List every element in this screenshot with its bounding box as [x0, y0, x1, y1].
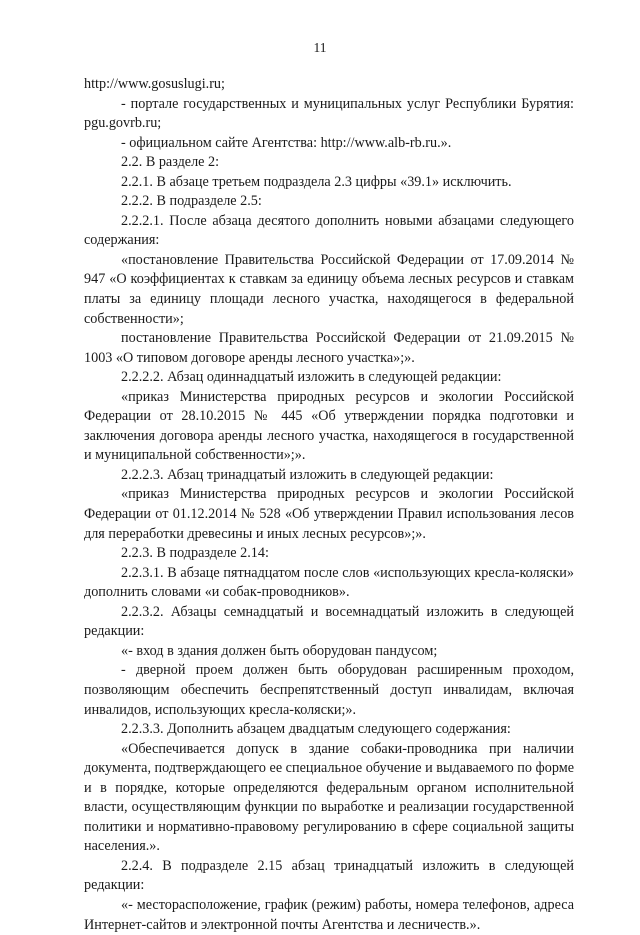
paragraph: 2.2.4. В подразделе 2.15 абзац тринадцатый изложить в следующей редакции:	[84, 857, 574, 894]
paragraph: 2.2.1. В абзаце третьем подраздела 2.3 цифры «39.1» исключить.	[121, 173, 512, 190]
paragraph: «Обеспечивается допуск в здание собаки-проводника при наличии документа, подтверждающего ее специальное обучение и выдаваемого по форме и в порядке, которые определяются федеральным органом исполнительной власти, осуществляющим функции по выработке и реализации государственной политики и нормативно-правовому регулированию в сфере социальной защиты населения.».	[84, 740, 574, 855]
paragraph: - официальном сайте Агентства: http://www.alb-rb.ru.».	[121, 134, 452, 151]
paragraph: - портале государственных и муниципальных услуг Республики Бурятия: pgu.govrb.ru;	[84, 95, 574, 132]
paragraph: 2.2.3.3. Дополнить абзацем двадцатым следующего содержания:	[121, 721, 511, 738]
paragraph: 2.2.2.3. Абзац тринадцатый изложить в следующей редакции:	[121, 466, 494, 483]
paragraph: 2.2.3. В подразделе 2.14:	[121, 545, 269, 562]
paragraph: http://www.gosuslugi.ru;	[84, 76, 225, 92]
paragraph: - дверной проем должен быть оборудован расширенным проходом, позволяющим обеспечить беспрепятственный доступ инвалидам, включая инвалидов, использующих кресла-коляски;».	[84, 662, 574, 718]
paragraph: 2.2.3.1. В абзаце пятнадцатом после слов «использующих кресла-коляски» дополнить словами «и собак-проводников».	[84, 564, 574, 601]
document-body	[84, 75, 574, 935]
paragraph: 2.2. В разделе 2:	[121, 154, 220, 171]
paragraph: «постановление Правительства Российской Федерации от 17.09.2014 № 947 «О коэффициентах к ставкам за единицу объема лесных ресурсов и ставкам платы за единицу площади лесного участка, находящегося в федеральной собственности»;	[84, 251, 574, 327]
paragraph: 2.2.2.1. После абзаца десятого дополнить новыми абзацами следующего содержания:	[84, 212, 574, 249]
paragraph: 2.2.3.2. Абзацы семнадцатый и восемнадцатый изложить в следующей редакции:	[84, 603, 574, 640]
paragraph: 2.2.2.2. Абзац одиннадцатый изложить в следующей редакции:	[121, 369, 502, 386]
paragraph: 2.2.2. В подразделе 2.5:	[121, 193, 262, 210]
page-number: 11	[313, 40, 327, 55]
paragraph: «- вход в здания должен быть оборудован пандусом;	[121, 642, 438, 659]
paragraph: «приказ Министерства природных ресурсов и экологии Российской Федерации от 01.12.2014 № 528 «Об утверждении Правил использования лесов для переработки древесины и иных лесных ресурсов»;».	[84, 486, 574, 542]
paragraph: постановление Правительства Российской Федерации от 21.09.2015 № 1003 «О типовом договоре аренды лесного участка»;».	[84, 330, 574, 366]
paragraph: «приказ Министерства природных ресурсов и экологии Российской Федерации от 28.10.2015 № 445 «Об утверждении порядка подготовки и заключения договора аренды лесного участка, находящегося в государственной и муниципальной собственности»;».	[84, 388, 574, 464]
paragraph: «- месторасположение, график (режим) работы, номера телефонов, адреса Интернет-сайтов и электронной почты Агентства и лесничеств.».	[84, 896, 574, 933]
